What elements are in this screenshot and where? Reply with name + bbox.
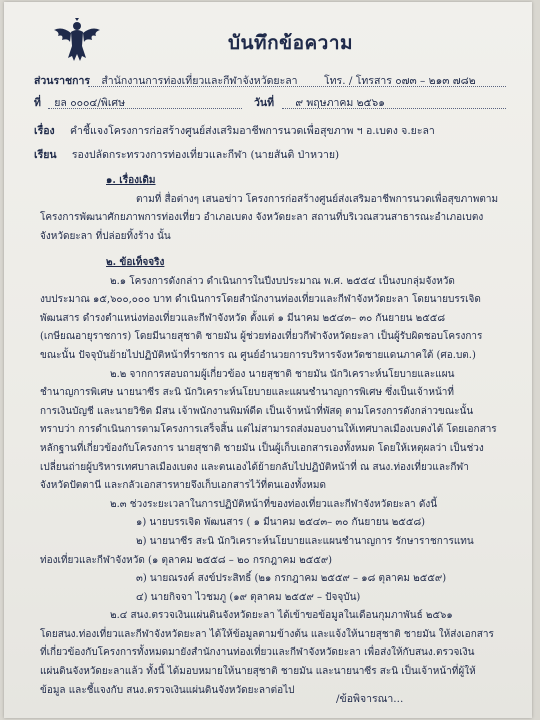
ref-label: ที่ (34, 97, 41, 109)
agency-dotline (88, 86, 506, 87)
garuda-emblem-icon (52, 18, 102, 62)
paragraph-2-4-line: ข้อมูล และชี้แจงกับ สนง.ตรวจเงินแผ่นดินจังหวัดยะลาต่อไป (40, 684, 295, 696)
date-value: ๙ พฤษภาคม ๒๕๖๑ (295, 97, 385, 109)
paragraph-2-2-line: เปลี่ยนถ่ายผู้บริหารเทศบาลเมืองเบตง และตนเองได้ย้ายกลับไปปฏิบัติหน้าที่ ณ สนง.ท่องเที่ยวและกีฬา (40, 461, 469, 473)
subject-label: เรื่อง (34, 125, 55, 137)
section-original-matter (40, 172, 506, 246)
section1-line: โครงการพัฒนาศักยภาพการท่องเที่ยว อำเภอเบตง จังหวัดยะลา สถานที่บริเวณสวนสาธารณะอำเภอเบตง (40, 212, 484, 224)
paragraph-2-2-line: ทราบว่า การดำเนินการตามโครงการเสร็จสิ้น แต่ไม่สามารถส่งมอบงานให้เทศบาลเมืองเบตงได้ โดยเอกสาร (40, 424, 497, 436)
ref-value: ยล ๐๐๐๔/พิเศษ (54, 97, 125, 109)
paragraph-2-1-line: (เกษียณอายุราชการ) โดยมีนายสุชาติ ชายมัน ผู้ช่วยท่องเที่ยวกีฬาจังหวัดยะลา เป็นผู้รับผิดชอบโครงการ (40, 331, 483, 343)
section1-line: ตามที่ สื่อต่างๆ เสนอข่าว โครงการก่อสร้างศูนย์ส่งเสริมอาชีพการนวดเพื่อสุขภาพตาม (136, 193, 499, 205)
paragraph-2-3-intro: ๒.๓ ช่วงระยะเวลาในการปฏิบัติหน้าที่ของท่องเที่ยวและกีฬาจังหวัดยะลา ดังนี้ (110, 498, 438, 510)
paragraph-2-1-line: ๒.๑ โครงการดังกล่าว ดำเนินการในปีงบประมาณ พ.ศ. ๒๕๕๔ เป็นงบกลุ่มจังหวัด (110, 275, 455, 287)
paragraph-2-1-line: ขณะนั้น ปัจจุบันย้ายไปปฏิบัติหน้าที่ราชการ ณ ศูนย์อำนวยการบริหารจังหวัดชายแดนภาคใต้ (ศอ.บต.) (40, 349, 476, 361)
paragraph-2-2-line: หลักฐานที่เกี่ยวข้องกับโครงการ นายสุชาติ ชายมัน เป็นผู้เก็บเอกสารเองทั้งหมด โดยให้เหตุผลว่า เป็นช่วง (40, 442, 484, 454)
official-item-continued: ท่องเที่ยวและกีฬาจังหวัด (๑ ตุลาคม ๒๕๕๘ – ๒๐ กรกฎาคม ๒๕๕๙) (40, 554, 333, 566)
ref-dotline (48, 108, 242, 109)
official-item: ๔) นายกิจจา ไวชมภู (๑๙ ตุลาคม ๒๕๕๙ – ปัจจุบัน) (136, 591, 361, 603)
date-dotline (282, 108, 506, 109)
subject-value: คำชี้แจงโครงการก่อสร้างศูนย์ส่งเสริมอาชีพการนวดเพื่อสุขภาพ ฯ อ.เบตง จ.ยะลา (70, 125, 435, 137)
to-row (34, 146, 339, 163)
date-label: วันที่ (254, 97, 274, 109)
to-label: เรียน (34, 149, 57, 161)
paragraph-2-4-line: ที่เกี่ยวข้องกับโครงการทั้งหมดมายังสำนักงานท่องเที่ยวและกีฬาจังหวัดยะลา เพื่อส่งให้กับสนง.ตรวจเงิน (40, 647, 475, 659)
section-facts (40, 254, 506, 700)
paragraph-2-4-line: แผ่นดินจังหวัดยะลาแล้ว ทั้งนี้ ได้มอบหมายให้นายสุชาติ ชายมัน และนายนาซีร สะนิ เป็นเจ้าหน้าที่ผู้ให้ (40, 666, 476, 678)
section2-heading: ๒. ข้อเท็จจริง (106, 257, 165, 268)
memo-title: บันทึกข้อความ (228, 32, 354, 54)
continuation-marker: /ข้อพิจารณา... (336, 693, 404, 705)
section1-heading: ๑. เรื่องเดิม (106, 175, 156, 186)
agency-label: ส่วนราชการ (34, 75, 91, 87)
paragraph-2-2-line: จังหวัดปัตตานี และกลัวเอกสารหายจึงเก็บเอกสารไว้ที่ตนเองทั้งหมด (40, 480, 326, 492)
paragraph-2-2-line: ชำนาญการพิเศษ นายนาซีร สะนิ นักวิเคราะห์นโยบายและแผนชำนาญการพิเศษ ซึ่งเป็นเจ้าหน้าที่ (40, 387, 455, 399)
agency-value: สำนักงานการท่องเที่ยวและกีฬาจังหวัดยะลา (101, 75, 298, 87)
official-item: ๑) นายบรรเจิด พัฒนสาร ( ๑ มีนาคม ๒๕๔๓– ๓๐ กันยายน ๒๕๕๘) (136, 517, 426, 529)
section1-line: จังหวัดยะลา ที่ปล่อยทิ้งร้าง นั้น (40, 230, 171, 242)
paragraph-2-1-line: งบประมาณ ๑๕,๖๐๐,๐๐๐ บาท ดำเนินการโดยสำนักงานท่องเที่ยวและกีฬาจังหวัดยะลา โดยนายบรรเจิด (40, 294, 481, 306)
paragraph-2-2-line: ๒.๒ จากการสอบถามผู้เกี่ยวข้อง นายสุชาติ ชายมัน นักวิเคราะห์นโยบายและแผน (110, 368, 455, 380)
paragraph-2-2-line: การเงินบัญชี และนายวิชิต มีสน เจ้าพนักงานพิมพ์ดีด เป็นเจ้าหน้าที่พัสดุ ตามโครงการดังกล่าวขณะนั้น (40, 405, 474, 417)
paragraph-2-4-line: โดยสนง.ท่องเที่ยวและกีฬาจังหวัดยะลา ได้ให้ข้อมูลตามข้างต้น และแจ้งให้นายสุชาติ ชายมัน ให้ส่งเอกสาร (40, 628, 494, 640)
subject-row (34, 122, 435, 139)
paragraph-2-1-line: พัฒนสาร ดำรงตำแหน่งท่องเที่ยวและกีฬาจังหวัด ตั้งแต่ ๑ มีนาคม ๒๕๔๓– ๓๐ กันยายน ๒๕๕๘ (40, 312, 446, 324)
official-item: ๓) นายณรงค์ สงข์ประสิทธิ์ (๒๑ กรกฎาคม ๒๕๕๙ – ๑๘ ตุลาคม ๒๕๕๙) (136, 573, 447, 585)
to-value: รองปลัดกระทรวงการท่องเที่ยวและกีฬา (นายสันติ ป่าหวาย) (71, 149, 340, 161)
paragraph-2-4-line: ๒.๔ สนง.ตรวจเงินแผ่นดินจังหวัดยะลา ได้เข้าขอข้อมูลในเดือนกุมภาพันธ์ ๒๕๖๑ (110, 610, 453, 622)
memo-page (4, 2, 532, 718)
phone-text: โทร. / โทรสาร ๐๗๓ – ๒๑๓ ๗๘๒ (324, 75, 476, 87)
official-item: ๒) นายนาซีร สะนิ นักวิเคราะห์นโยบายและแผนชำนาญการ รักษาราชการแทน (136, 535, 474, 547)
